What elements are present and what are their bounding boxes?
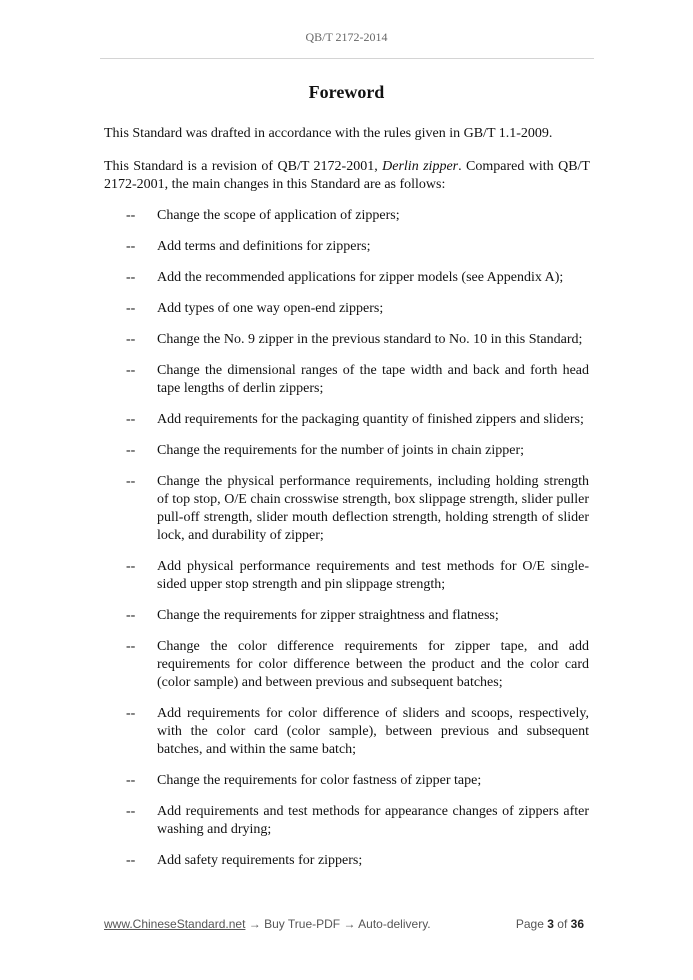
intro-paragraph: This Standard was drafted in accordance with the rules given in GB/T 1.1-2009. [104, 126, 553, 141]
list-dash: -- [126, 773, 136, 788]
page-word: Page [515, 917, 544, 931]
list-item-text: Change the No. 9 zipper in the previous standard to No. 10 in this Standard; [157, 332, 583, 347]
list-dash: -- [126, 270, 136, 285]
list-item-text: Change the physical performance requirements, including holding strength of top stop, O/E chain crosswise strength, box slippage strength, slider puller pull-off strength, slider mouth deflection strength, holding strength of slider lock, and durability of zipper; [157, 474, 589, 543]
list-item-text: Add the recommended applications for zipper models (see Appendix A); [157, 270, 564, 285]
delivery-text: Auto-delivery. [358, 917, 431, 931]
list-dash: -- [126, 804, 136, 819]
list-item [0, 803, 693, 839]
list-item-text: Add requirements for color difference of sliders and scoops, respectively, with the color card (color sample), between previous and subsequent batches, and within the same batch; [157, 706, 589, 757]
list-item [0, 558, 693, 594]
page-number [516, 917, 584, 931]
arrow-icon: → [248, 917, 261, 931]
list-item [0, 638, 693, 692]
list-item-text: Change the scope of application of zippers; [157, 208, 400, 223]
list-item [0, 852, 693, 870]
list-item-text: Add requirements and test methods for appearance changes of zippers after washing and drying; [157, 804, 589, 837]
page-footer [104, 917, 584, 933]
running-header: QB/T 2172-2014 [305, 30, 388, 44]
list-item-text: Change the requirements for the number of joints in chain zipper; [157, 443, 525, 458]
list-dash: -- [126, 412, 136, 427]
page-current: 3 [547, 917, 554, 931]
list-item-text: Change the color difference requirements for zipper tape, and add requirements for color difference between the product and the color card (color sample) and between previous and subsequent batches; [157, 639, 589, 690]
list-item [0, 207, 693, 225]
list-item [0, 473, 693, 545]
page-total: 36 [570, 917, 584, 931]
list-item [0, 362, 693, 398]
page-of: of [557, 917, 568, 931]
list-item [0, 411, 693, 429]
list-item-text: Add requirements for the packaging quantity of finished zippers and sliders; [157, 412, 584, 427]
list-dash: -- [126, 559, 136, 574]
standard-name: Derlin zipper [382, 159, 459, 174]
list-item-text: Change the requirements for zipper straightness and flatness; [157, 608, 499, 623]
list-dash: -- [126, 443, 136, 458]
footer-promo [104, 917, 431, 931]
list-item-text: Change the requirements for color fastness of zipper tape; [157, 773, 482, 788]
list-item [0, 269, 693, 287]
site-link[interactable]: www.ChineseStandard.net [104, 917, 246, 931]
revision-paragraph [104, 158, 590, 194]
list-dash: -- [126, 639, 136, 654]
list-dash: -- [126, 363, 136, 378]
arrow-icon: → [343, 917, 356, 931]
revision-text-start: This Standard is a revision of QB/T 2172-2001, [104, 159, 383, 174]
list-item-text: Change the dimensional ranges of the tape width and back and forth head tape lengths of derlin zippers; [157, 363, 589, 396]
list-item-text: Add types of one way open-end zippers; [157, 301, 384, 316]
page-title: Foreword [308, 82, 385, 102]
list-dash: -- [126, 706, 136, 721]
list-item-text: Add safety requirements for zippers; [157, 853, 363, 868]
list-item [0, 238, 693, 256]
list-dash: -- [126, 208, 136, 223]
list-dash: -- [126, 301, 136, 316]
list-item [0, 300, 693, 318]
header-divider [100, 58, 594, 59]
changes-list [0, 207, 693, 883]
list-dash: -- [126, 474, 136, 489]
revision-text-end: . Compared with QB/T 2172-2001, the main changes in this Standard are as follows: [104, 159, 590, 192]
list-item-text: Add terms and definitions for zippers; [157, 239, 371, 254]
buy-text: Buy True-PDF [264, 917, 341, 931]
list-dash: -- [126, 608, 136, 623]
list-item [0, 705, 693, 759]
list-item [0, 772, 693, 790]
list-item-text: Add physical performance requirements and test methods for O/E single-sided upper stop strength and pin slippage strength; [157, 559, 589, 592]
list-dash: -- [126, 239, 136, 254]
list-dash: -- [126, 853, 136, 868]
list-item [0, 442, 693, 460]
list-item [0, 607, 693, 625]
list-dash: -- [126, 332, 136, 347]
list-item [0, 331, 693, 349]
